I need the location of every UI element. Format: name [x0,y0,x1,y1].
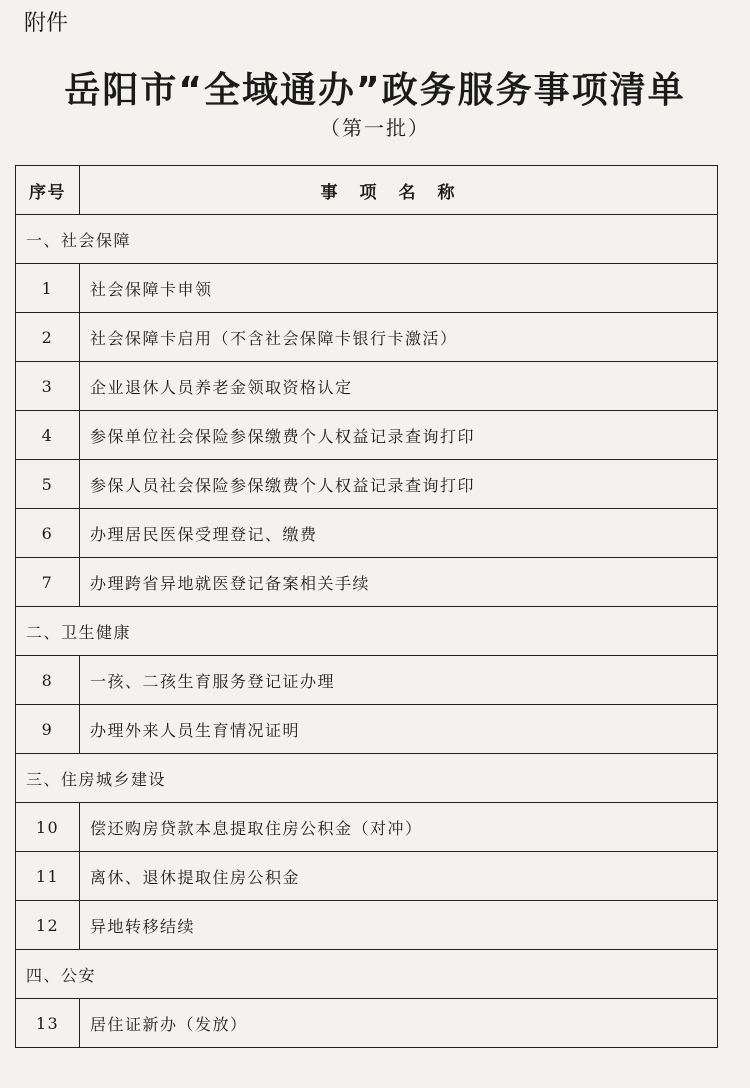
row-number: 2 [16,313,80,362]
category-label: 四、公安 [16,950,718,999]
row-item-name: 居住证新办（发放） [80,999,718,1048]
service-items-table [15,165,718,1048]
row-item-name: 异地转移结续 [80,901,718,950]
table-row [16,264,718,313]
category-label: 三、住房城乡建设 [16,754,718,803]
row-number: 11 [16,852,80,901]
row-item-name: 办理跨省异地就医登记备案相关手续 [80,558,718,607]
row-item-name: 一孩、二孩生育服务登记证办理 [80,656,718,705]
category-row [16,754,718,803]
row-item-name: 参保人员社会保险参保缴费个人权益记录查询打印 [80,460,718,509]
row-item-name: 离休、退休提取住房公积金 [80,852,718,901]
row-item-name: 社会保障卡启用（不含社会保障卡银行卡激活） [80,313,718,362]
attachment-label: 附件 [24,11,69,36]
table-row [16,411,718,460]
table-row [16,558,718,607]
document-title: 岳阳市“全域通办”政务服务事项清单 [64,70,686,111]
column-header-name: 事项名称 [80,166,718,215]
table-row [16,656,718,705]
table-row [16,362,718,411]
category-row [16,950,718,999]
category-row [16,215,718,264]
table-header-row [16,166,718,215]
table-row [16,999,718,1048]
row-number: 9 [16,705,80,754]
row-number: 10 [16,803,80,852]
category-label: 一、社会保障 [16,215,718,264]
row-number: 1 [16,264,80,313]
row-number: 4 [16,411,80,460]
row-item-name: 办理外来人员生育情况证明 [80,705,718,754]
row-number: 8 [16,656,80,705]
row-number: 13 [16,999,80,1048]
table-row [16,852,718,901]
row-item-name: 偿还购房贷款本息提取住房公积金（对冲） [80,803,718,852]
row-number: 12 [16,901,80,950]
table-row [16,803,718,852]
table-row [16,509,718,558]
table-row [16,313,718,362]
category-row [16,607,718,656]
row-number: 7 [16,558,80,607]
column-header-number: 序号 [16,166,80,215]
document-subtitle: （第一批） [320,116,430,140]
category-label: 二、卫生健康 [16,607,718,656]
row-number: 6 [16,509,80,558]
row-item-name: 社会保障卡申领 [80,264,718,313]
table-row [16,705,718,754]
table-row [16,901,718,950]
row-item-name: 参保单位社会保险参保缴费个人权益记录查询打印 [80,411,718,460]
table-row [16,460,718,509]
row-item-name: 办理居民医保受理登记、缴费 [80,509,718,558]
row-item-name: 企业退休人员养老金领取资格认定 [80,362,718,411]
row-number: 5 [16,460,80,509]
row-number: 3 [16,362,80,411]
